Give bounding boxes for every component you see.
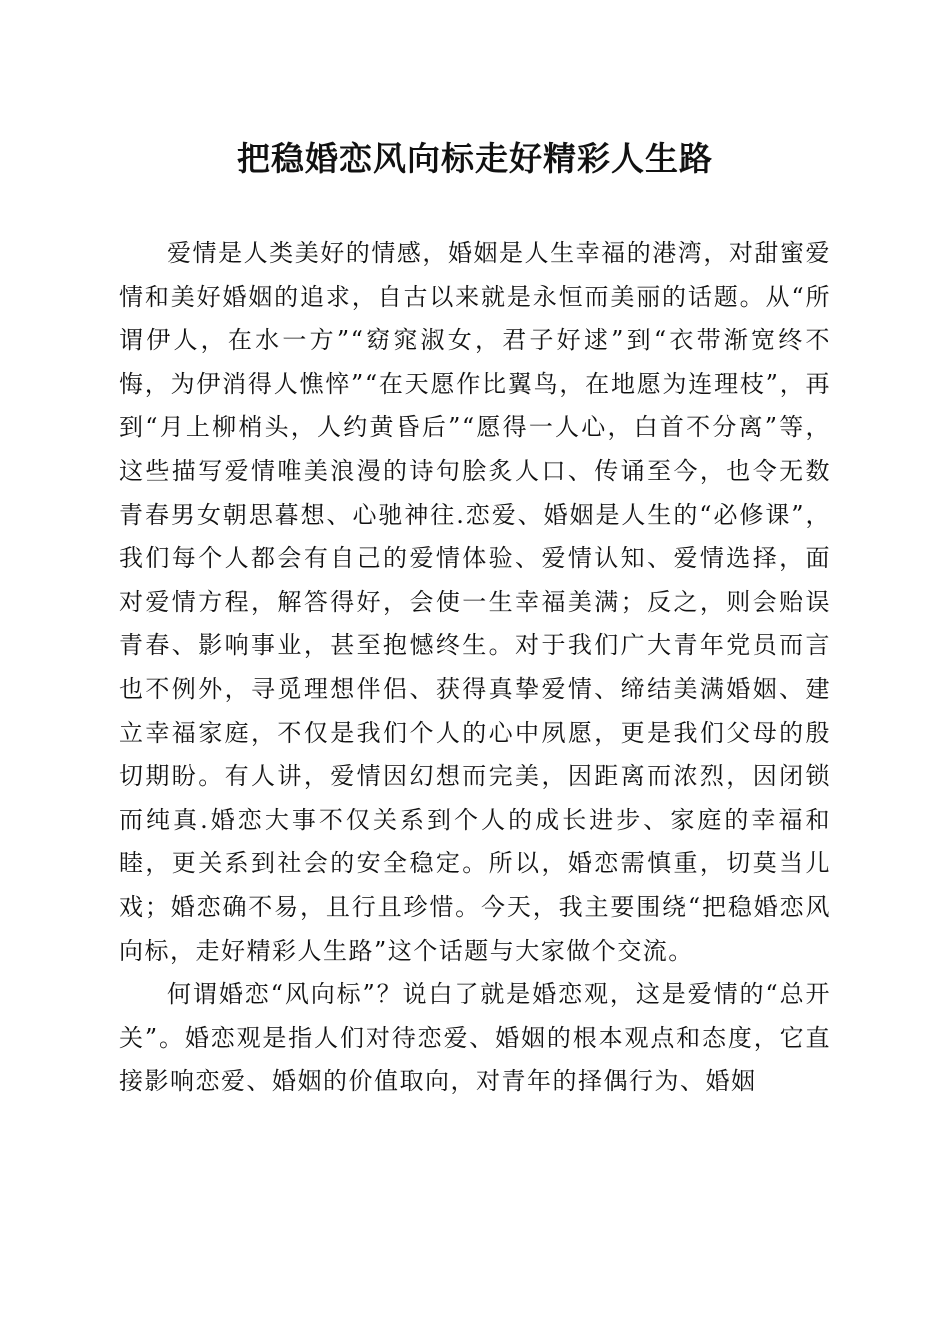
- document-title: 把稳婚恋风向标走好精彩人生路: [237, 139, 713, 178]
- document-body: [119, 232, 831, 1104]
- paragraph-intro: 爱情是人类美好的情感，婚姻是人生幸福的港湾，对甜蜜爱情和美好婚姻的追求，自古以来就是永恒而美丽的话题。从“所谓伊人，在水一方”“窈窕淑女，君子好逑”到“衣带渐宽终不悔，为伊消得人憔悴”“在天愿作比翼鸟，在地愿为连理枝”，再到“月上柳梢头，人约黄昏后”“愿得一人心，白首不分离”等，这些描写爱情唯美浪漫的诗句脍炙人口、传诵至今，也令无数青春男女朝思暮想、心驰神往.恋爱、婚姻是人生的“必修课”，我们每个人都会有自己的爱情体验、爱情认知、爱情选择，面对爱情方程，解答得好，会使一生幸福美满；反之，则会贻误青春、影响事业，甚至抱憾终生。对于我们广大青年党员而言也不例外，寻觅理想伴侣、获得真挚爱情、缔结美满婚姻、建立幸福家庭，不仅是我们个人的心中夙愿，更是我们父母的殷切期盼。有人讲，爱情因幻想而完美，因距离而浓烈，因闭锁而纯真.婚恋大事不仅关系到个人的成长进步、家庭的幸福和睦，更关系到社会的安全稳定。所以，婚恋需慎重，切莫当儿戏；婚恋确不易，且行且珍惜。今天，我主要围绕“把稳婚恋风向标，走好精彩人生路”这个话题与大家做个交流。: [119, 239, 831, 965]
- paragraph-marriage-view: 何谓婚恋“风向标”？说白了就是婚恋观，这是爱情的“总开关”。婚恋观是指人们对待恋爱、婚姻的根本观点和态度，它直接影响恋爱、婚姻的价值取向，对青年的择偶行为、婚姻: [119, 980, 831, 1096]
